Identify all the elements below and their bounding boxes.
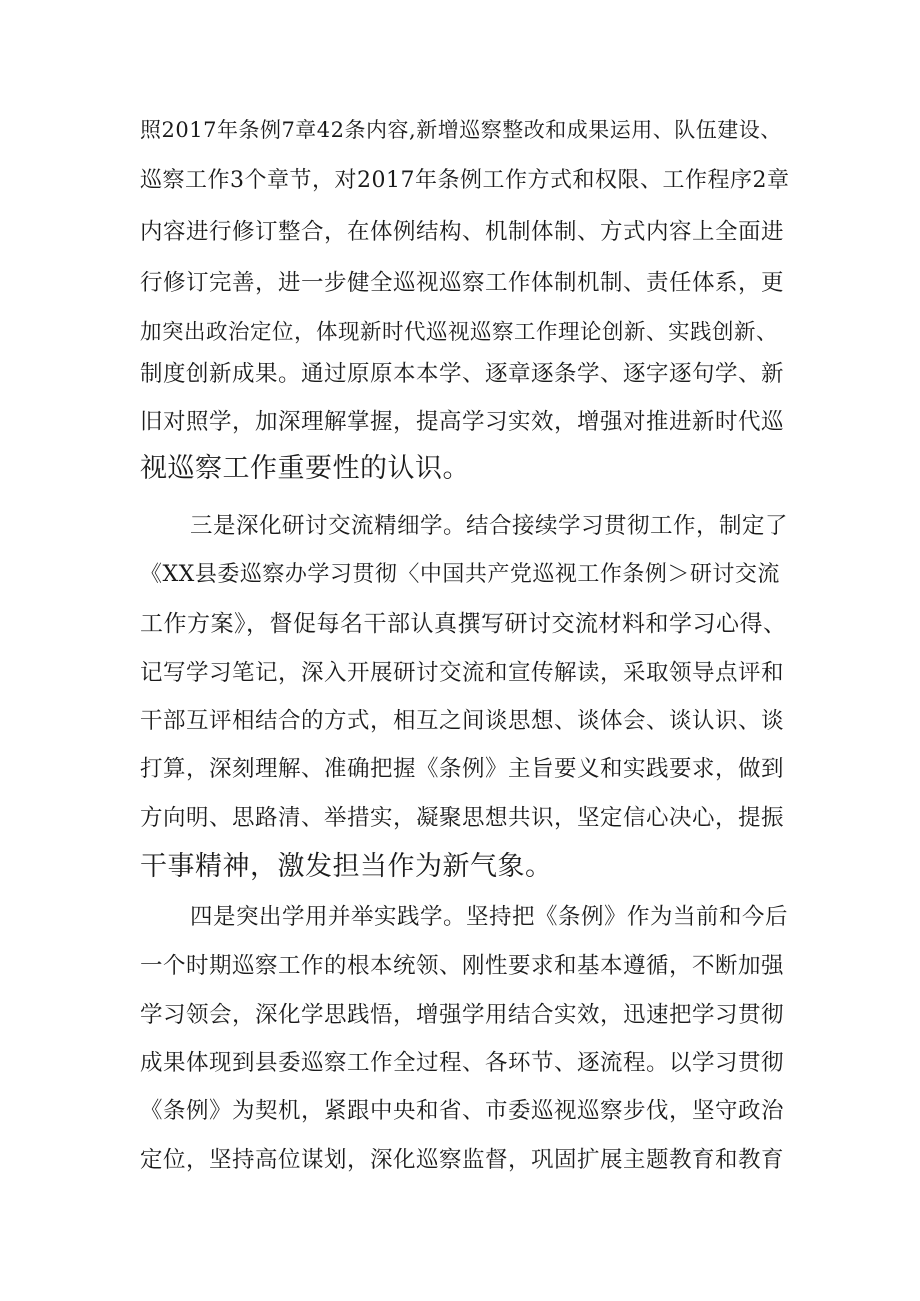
text-line: 成果体现到县委巡察工作全过程、各环节、逐流程。以学习贯彻 [140, 1050, 785, 1076]
text-line: 四是突出学用并举实践学。坚持把《条例》作为当前和今后 [190, 904, 789, 930]
text-line: 三是深化研讨交流精细学。结合接续学习贯彻工作，制定了 [190, 513, 789, 539]
text-line: 干部互评相结合的方式，相互之间谈思想、谈体会、谈认识、谈 [140, 708, 785, 734]
text-line: 干事精神，激发担当作为新气象。 [140, 851, 553, 882]
text-line: 制度创新成果。通过原原本本学、逐章逐条学、逐字逐句学、新 [140, 361, 785, 387]
text-line: 旧对照学，加深理解掌握，提高学习实效，增强对推进新时代巡 [140, 409, 785, 435]
text-line: 工作方案》，督促每名干部认真撰写研讨交流材料和学习心得、 [140, 611, 787, 637]
text-line: 学习领会，深化学思践悟，增强学用结合实效，迅速把学习贯彻 [140, 1002, 785, 1028]
text-line: 内容进行修订整合，在体例结构、机制体制、方式内容上全面进 [140, 219, 785, 245]
text-line: 《XX县委巡察办学习贯彻〈中国共产党巡视工作条例＞研讨交流 [140, 562, 780, 587]
text-line: 巡察工作3个章节，对2017年条例工作方式和权限、工作程序2章 [140, 168, 790, 193]
text-line: 行修订完善，进一步健全巡视巡察工作体制机制、责任体系，更 [140, 270, 785, 296]
text-line: 《条例》为契机，紧跟中央和省、市委巡视巡察步伐，坚守政治 [140, 1098, 785, 1124]
text-line: 视巡察工作重要性的认识。 [140, 453, 470, 484]
text-line: 照2017年条例7章42条内容,新增巡察整改和成果运用、队伍建设、 [140, 118, 782, 142]
text-line: 一个时期巡察工作的根本统领、刚性要求和基本遵循，不断加强 [140, 953, 785, 979]
text-line: 定位，坚持高位谋划，深化巡察监督，巩固扩展主题教育和教育 [140, 1147, 785, 1173]
text-line: 方向明、思路清、举措实，凝聚思想共识，坚定信心决心，提振 [140, 805, 785, 831]
text-line: 打算，深刻理解、准确把握《条例》主旨要义和实践要求，做到 [140, 756, 785, 782]
text-line: 加突出政治定位，体现新时代巡视巡察工作理论创新、实践创新、 [140, 320, 779, 345]
text-line: 记写学习笔记，深入开展研讨交流和宣传解读，采取领导点评和 [140, 660, 785, 686]
